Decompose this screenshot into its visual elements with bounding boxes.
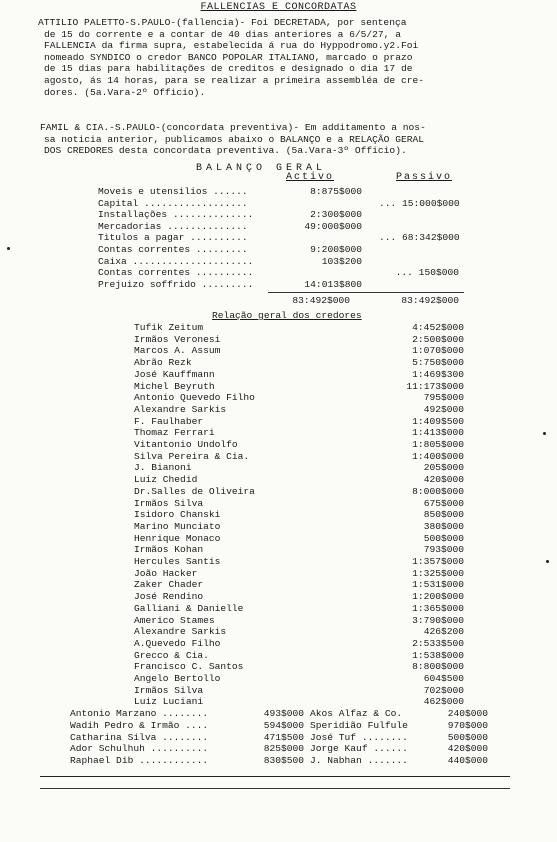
- balance-row: [0, 221, 557, 233]
- creditor-name: Dr.Salles de Oliveira: [134, 485, 255, 497]
- creditor-name: Marino Munciato: [134, 520, 221, 532]
- creditor-row: [0, 568, 557, 580]
- bottom-rule: [40, 776, 510, 777]
- creditor-amount: 675$000: [423, 497, 464, 509]
- creditor-name: Irmãos Silva: [134, 684, 204, 696]
- balance-row: [0, 198, 557, 210]
- notice-line: de 15 dias para habilitações de creditos e designado o dia 17 de: [44, 63, 413, 75]
- balance-total-row: [0, 295, 557, 307]
- creditor-amount: 1:409$500: [412, 415, 464, 427]
- creditor-amount: 2:500$000: [412, 333, 464, 345]
- creditor-amount: 1:469$300: [412, 368, 464, 380]
- balance-row: [0, 279, 557, 291]
- creditor-row: [0, 533, 557, 545]
- creditor-row: [0, 369, 557, 381]
- creditor-amount: 702$000: [423, 684, 464, 696]
- creditor-name: Luiz Luciani: [134, 696, 204, 708]
- creditor-amount: 5:750$000: [412, 357, 464, 369]
- creditor-amount: 1:357$000: [412, 556, 464, 567]
- activo-value: 2:300$000: [310, 209, 362, 221]
- passivo-header: Passivo: [396, 172, 453, 183]
- creditor-row: [0, 427, 557, 439]
- creditor-amount: 795$000: [423, 392, 464, 404]
- creditor-name: Catharina Silva ........: [70, 731, 209, 743]
- creditor-name: Tufik Zeitum: [134, 322, 204, 333]
- creditor-row: [0, 626, 557, 638]
- creditor-amount: 1:805$000: [412, 439, 464, 450]
- creditor-amount: 970$000: [447, 719, 488, 731]
- creditor-name: José Rendino: [134, 591, 204, 603]
- creditor-name: A.Quevedo Filho: [134, 637, 221, 649]
- creditor-row: [0, 556, 557, 568]
- creditor-amount: 205$000: [423, 462, 464, 474]
- balance-row: [0, 186, 557, 198]
- notice-line: agosto, ás 14 horas, para se realizar a primeira assembléa de cre-: [44, 75, 424, 86]
- creditor-row: [0, 439, 557, 451]
- creditor-name: Irmãos Veronesi: [134, 333, 221, 345]
- passivo-value: ... 68:342$000: [379, 232, 460, 244]
- notice-line: DOS CREDORES desta concordata preventiva. (5a.Vara-3º Officio).: [44, 145, 407, 157]
- creditor-name: Alexandre Sarkis: [134, 403, 227, 415]
- creditor-amount: 1:531$000: [412, 579, 464, 591]
- creditor-name: Alexandre Sarkis: [134, 626, 227, 638]
- creditor-amount: 1:365$000: [412, 602, 464, 614]
- creditor-amount: 240$000: [447, 708, 488, 720]
- creditor-row: [0, 392, 557, 404]
- creditor-row: [0, 591, 557, 603]
- creditor-row: [0, 404, 557, 416]
- creditor-amount: 440$000: [447, 754, 488, 766]
- creditor-name: Ador Schulhuh ..........: [70, 743, 209, 755]
- creditor-row-pair: [0, 720, 557, 732]
- creditor-row: [0, 322, 557, 334]
- creditor-amount: 11:173$000: [406, 380, 464, 392]
- total-rule: [268, 292, 464, 293]
- creditor-name: Henrique Monaco: [134, 532, 221, 544]
- creditor-amount: 1:400$000: [412, 450, 464, 462]
- creditor-amount: 1:070$000: [412, 345, 464, 357]
- total-passivo: 83:492$000: [401, 295, 459, 307]
- creditor-amount: 471$500: [263, 731, 304, 743]
- creditor-name: Marcos A. Assum: [134, 345, 221, 357]
- notice-line: dores. (5a.Vara-2º Officio).: [44, 86, 206, 98]
- creditor-name: J. Nabhan .......: [310, 754, 408, 766]
- creditor-amount: 492$000: [423, 403, 464, 415]
- creditor-row: [0, 685, 557, 697]
- creditors-title: Relação geral dos credores: [212, 310, 362, 321]
- creditor-row: [0, 603, 557, 615]
- creditor-name: Americo Stames: [134, 614, 215, 626]
- creditor-name: Zaker Chader: [134, 579, 204, 591]
- passivo-value: ... 15:000$000: [379, 197, 460, 209]
- creditor-row: [0, 474, 557, 486]
- creditor-name: Galliani & Danielle: [134, 602, 244, 614]
- section-header: FALLENCIAS E CONCORDATAS: [200, 2, 357, 13]
- creditor-amount: 850$000: [423, 509, 464, 521]
- creditor-amount: 1:413$000: [412, 427, 464, 439]
- creditor-amount: 500$000: [423, 532, 464, 544]
- creditor-amount: 8:800$000: [412, 661, 464, 673]
- creditor-name: Antonio Marzano ........: [70, 708, 209, 720]
- activo-value: 14:013$800: [304, 278, 362, 290]
- creditor-name: Luiz Chedid: [134, 474, 198, 486]
- balance-label: Caixa .....................: [98, 255, 254, 267]
- passivo-value: ... 150$000: [395, 267, 459, 279]
- speck: [543, 432, 546, 435]
- creditor-row: [0, 345, 557, 357]
- creditor-amount: 1:200$000: [412, 591, 464, 603]
- creditor-name: Irmãos Kohan: [134, 544, 204, 556]
- creditor-amount: 500$000: [447, 731, 488, 743]
- creditor-name: Irmãos Silva: [134, 497, 204, 509]
- creditor-amount: 830$500: [263, 754, 304, 766]
- creditor-row: [0, 696, 557, 708]
- creditor-row-pair: [0, 755, 557, 767]
- creditor-name: Speridião Fulfule: [310, 719, 408, 731]
- creditor-amount: 380$000: [423, 520, 464, 532]
- balance-label: Mercadorias ..............: [98, 220, 248, 232]
- creditor-amount: 4:452$000: [412, 322, 464, 333]
- creditor-name: Abrão Rezk: [134, 357, 192, 369]
- creditor-row: [0, 486, 557, 498]
- creditor-name: Isidoro Chanski: [134, 509, 221, 521]
- activo-header: Activo: [286, 172, 335, 183]
- creditor-name: José Tuf ........: [310, 731, 408, 743]
- creditor-name: Jorge Kauf ......: [310, 743, 408, 755]
- balance-row: [0, 209, 557, 221]
- creditor-row-pair: [0, 732, 557, 744]
- balance-label: Contas correntes ..........: [98, 267, 254, 279]
- creditor-name: F. Faulhaber: [134, 415, 204, 427]
- creditor-name: Raphael Dib ............: [70, 754, 209, 766]
- balance-row: [0, 256, 557, 268]
- creditor-amount: 1:325$000: [412, 567, 464, 579]
- creditor-row: [0, 381, 557, 393]
- creditor-row: [0, 357, 557, 369]
- creditor-name: Grecco & Cia.: [134, 649, 209, 661]
- creditor-row: [0, 650, 557, 662]
- creditor-name: Vitantonio Undolfo: [134, 439, 238, 450]
- creditor-amount: 493$000: [263, 708, 304, 720]
- balance-label: Titulos a pagar ..........: [98, 232, 248, 244]
- creditor-amount: 2:533$500: [412, 637, 464, 649]
- creditor-row: [0, 462, 557, 474]
- creditor-amount: 1:538$000: [412, 649, 464, 661]
- notice-line: FALLENCIA da firma supra, estabelecida á rua do Hyppodromo.y2.Foi: [44, 40, 419, 52]
- creditor-name: Silva Pereira & Cia.: [134, 450, 250, 462]
- balance-label: Contas correntes .........: [98, 244, 248, 255]
- creditor-amount: 420$000: [423, 474, 464, 486]
- creditor-row: [0, 544, 557, 556]
- creditor-row-pair: [0, 743, 557, 755]
- notice-line: ATTILIO PALETTO-S.PAULO-(fallencia)- Foi DECRETADA, por sentença: [38, 17, 407, 28]
- notice-line: de 15 do corrente e a contar de 40 dias anteriores a 6/5/27, a: [44, 28, 401, 40]
- speck: [7, 247, 10, 250]
- creditor-row: [0, 451, 557, 463]
- creditor-row: [0, 521, 557, 533]
- creditor-amount: 426$200: [423, 626, 464, 638]
- balance-label: Installações ..............: [98, 209, 254, 221]
- balance-label: Capital ..................: [98, 197, 248, 209]
- creditor-amount: 825$000: [263, 743, 304, 755]
- notice-line: FAMIL & CIA.-S.PAULO-(concordata preventiva)- Em additamento a nos-: [40, 122, 426, 133]
- creditor-name: Francisco C. Santos: [134, 661, 244, 673]
- creditor-name: Angelo Bertollo: [134, 673, 221, 684]
- speck: [546, 560, 549, 563]
- total-activo: 83:492$000: [292, 295, 350, 307]
- creditor-name: João Hacker: [134, 567, 198, 579]
- bottom-rule-2: [40, 788, 510, 789]
- creditor-amount: 8:000$000: [412, 485, 464, 497]
- creditor-name: Wadih Pedro & Irmão ....: [70, 719, 209, 731]
- creditor-name: José Kauffmann: [134, 368, 215, 380]
- balance-row: [0, 244, 557, 256]
- activo-value: 8:875$000: [310, 186, 362, 197]
- notice-line: nomeado SYNDICO o credor BANCO POPOLAR ITALIANO, marcado o prazo: [44, 51, 413, 63]
- creditor-row: [0, 579, 557, 591]
- creditor-name: Antonio Quevedo Filho: [134, 392, 255, 404]
- creditor-row: [0, 498, 557, 510]
- creditor-name: J. Bianoni: [134, 462, 192, 474]
- activo-value: 103$200: [321, 255, 362, 267]
- notice-line: sa noticia anterior, publicamos abaixo o BALANÇO e a RELAÇÃO GERAL: [44, 133, 424, 145]
- creditor-row: [0, 673, 557, 685]
- creditor-name: Michel Beyruth: [134, 380, 215, 392]
- balance-row: [0, 267, 557, 279]
- creditor-name: Hercules Santis: [134, 556, 221, 567]
- balance-title: BALANÇO GERAL: [196, 163, 327, 174]
- creditor-row: [0, 615, 557, 627]
- creditor-row: [0, 509, 557, 521]
- balance-label: Moveis e utensilios ......: [98, 186, 248, 197]
- balance-label: Prejuizo soffrido .........: [98, 278, 254, 290]
- creditor-name: Akos Alfaz & Co.: [310, 708, 403, 720]
- creditor-amount: 604$500: [423, 673, 464, 684]
- creditor-amount: 793$000: [423, 544, 464, 556]
- creditor-row: [0, 416, 557, 428]
- creditor-row-pair: [0, 708, 557, 720]
- activo-value: 49:000$000: [304, 220, 362, 232]
- creditor-amount: 3:790$000: [412, 614, 464, 626]
- creditor-row: [0, 661, 557, 673]
- activo-value: 9:200$000: [310, 244, 362, 255]
- creditor-name: Thomaz Ferrari: [134, 427, 215, 439]
- creditor-amount: 420$000: [447, 743, 488, 755]
- creditor-row: [0, 334, 557, 346]
- creditor-row: [0, 638, 557, 650]
- creditor-amount: 462$000: [423, 696, 464, 708]
- balance-row: [0, 232, 557, 244]
- creditor-amount: 594$000: [263, 719, 304, 731]
